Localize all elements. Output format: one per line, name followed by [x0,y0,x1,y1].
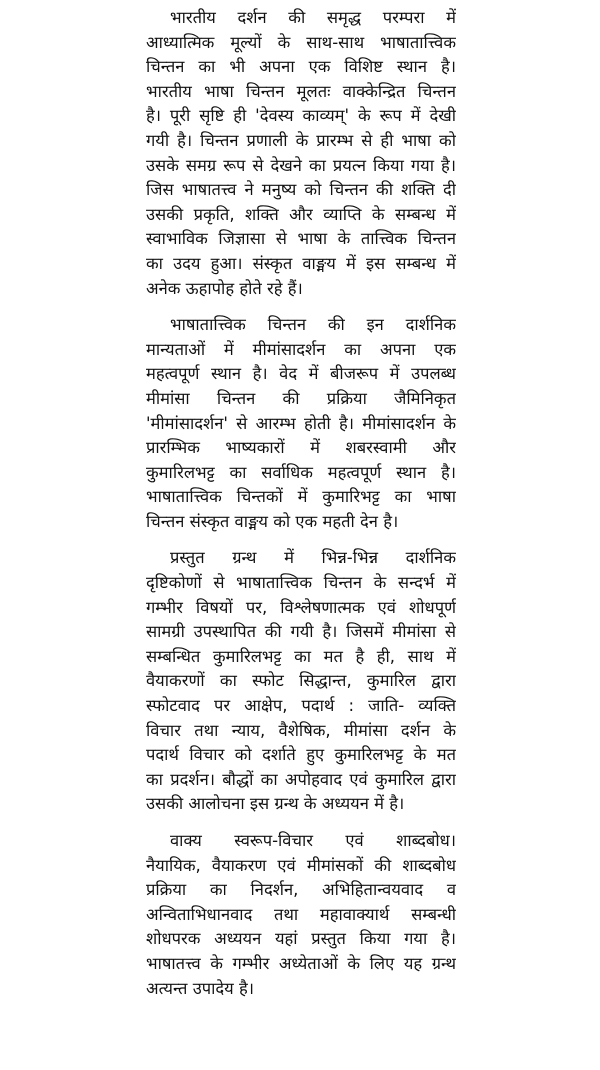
text-line: सम्बन्धित कुमारिलभट्ट का मत है ही, साथ में [146,646,456,666]
text-line: जिस भाषातत्त्व ने मनुष्य को चिन्तन की शक्ति दी [146,180,456,200]
paragraph [146,829,456,1001]
text-line: है। पूरी सृष्टि ही 'देवस्य काव्यम्' के रूप में देखी [146,106,456,126]
text-line: चिन्तन का भी अपना एक विशिष्ट स्थान है। [146,57,456,77]
text-line: गम्भीर विषयों पर, विश्लेषणात्मक एवं शोधपूर्ण [146,597,456,617]
text-line: चिन्तन संस्कृत वाङ्मय को एक महती देन है। [146,511,399,531]
text-line: महत्वपूर्ण स्थान है। वेद में बीजरूप में उपलब्ध [146,364,456,384]
text-line: आध्यात्मिक मूल्यों के साथ-साथ भाषातात्त्विक [146,32,456,52]
text-line: भाषातात्त्विक चिन्तकों में कुमारिभट्ट का भाषा [146,487,456,507]
text-line: भाषातात्त्विक चिन्तन की इन दार्शनिक [170,315,456,335]
text-line: प्रारम्भिक भाष्यकारों में शबरस्वामी और [146,438,456,458]
paragraph [146,6,456,301]
text-line: मीमांसा चिन्तन की प्रक्रिया जैमिनिकृत [146,388,456,408]
text-line: भाषातत्त्व के गम्भीर अध्येताओं के लिए यह ग्रन्थ [146,953,456,973]
text-line: मान्यताओं में मीमांसादर्शन का अपना एक [146,339,456,359]
text-line: उसकी प्रकृति, शक्ति और व्याप्ति के सम्बन्ध में [146,204,456,224]
text-line: 'मीमांसादर्शन' से आरम्भ होती है। मीमांसादर्शन के [146,413,456,433]
text-line: पदार्थ विचार को दर्शाते हुए कुमारिलभट्ट के मत [146,745,456,765]
text-line: प्रक्रिया का निदर्शन, अभिहितान्वयवाद व [146,880,456,900]
text-line: का प्रदर्शन। बौद्धों का अपोहवाद एवं कुमारिल द्वारा [146,769,456,789]
text-line: भारतीय दर्शन की समृद्ध परम्परा में [170,8,456,27]
paragraph [146,313,456,534]
text-line: स्वाभाविक जिज्ञासा से भाषा के तात्त्विक चिन्तन [146,229,456,249]
text-line: उसकी आलोचना इस ग्रन्थ के अध्ययन में है। [146,794,405,814]
text-line: दृष्टिकोणों से भाषातात्त्विक चिन्तन के सन्दर्भ में [146,573,456,593]
text-line: शोधपरक अध्ययन यहां प्रस्तुत किया गया है। [146,929,456,949]
text-line: उसके समग्र रूप से देखने का प्रयत्न किया गया है। [146,155,456,175]
text-line: भारतीय भाषा चिन्तन मूलतः वाक्केन्द्रित चिन्तन [146,81,456,101]
text-line: नैयायिक, वैयाकरण एवं मीमांसकों की शाब्दबोध [146,855,456,875]
text-line: वैयाकरणों का स्फोट सिद्धान्त, कुमारिल द्वारा [146,671,456,691]
text-line: विचार तथा न्याय, वैशेषिक, मीमांसा दर्शन के [146,720,456,740]
text-line: वाक्य स्वरूप-विचार एवं शाब्दबोध। [170,831,456,850]
text-line: अत्यन्त उपादेय है। [146,978,254,998]
paragraph [146,546,456,817]
text-line: का उदय हुआ। संस्कृत वाङ्मय में इस सम्बन्ध में [146,253,456,273]
text-line: प्रस्तुत ग्रन्थ में भिन्न-भिन्न दार्शनिक [170,548,456,568]
text-line: गयी है। चिन्तन प्रणाली के प्रारम्भ से ही भाषा को [146,130,456,150]
text-line: अनेक ऊहापोह होते रहे हैं। [146,278,303,298]
document-page [146,6,456,1013]
text-line: कुमारिलभट्ट का सर्वाधिक महत्वपूर्ण स्थान है। [146,462,456,482]
text-line: सामग्री उपस्थापित की गयी है। जिसमें मीमांसा से [146,622,456,642]
text-line: स्फोटवाद पर आक्षेप, पदार्थ : जाति- व्यक्ति [146,696,456,716]
text-line: अन्विताभिधानवाद तथा महावाक्यार्थ सम्बन्धी [146,904,456,924]
